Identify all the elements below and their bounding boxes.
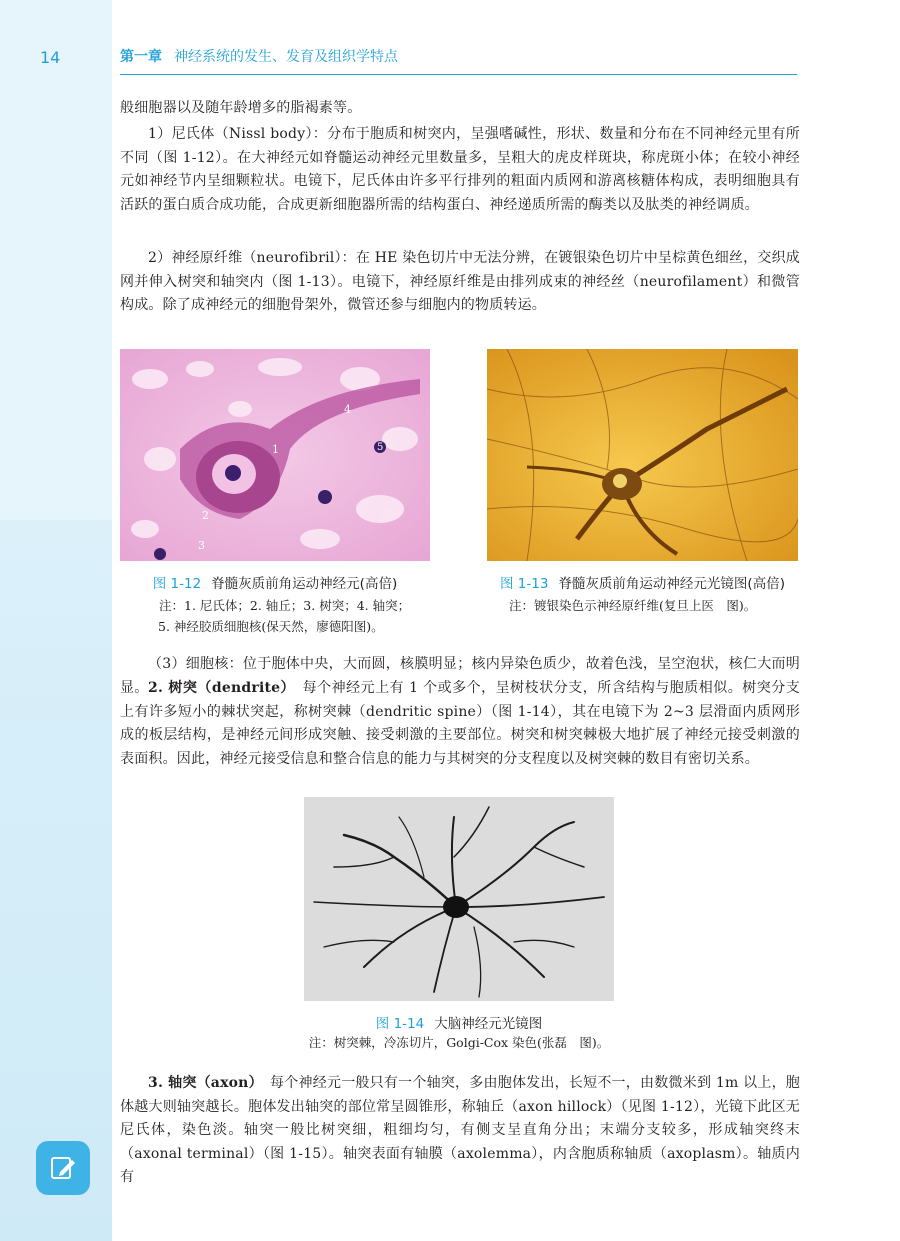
figure-1-13-caption <box>487 572 798 592</box>
axon-heading: 3. 轴突（axon） <box>148 1075 256 1091</box>
figure-1-13-title: 脊髓灰质前角运动神经元光镜图(高倍) <box>558 576 785 592</box>
axon-text: 每个神经元一般只有一个轴突，多由胞体发出，长短不一，由数微米到 1m 以上，胞体越大则轴突越长。胞体发出轴突的部位常呈圆锥形，称轴丘（axon hillock）（见图 1-12），光镜下此区无尼氏体，染色淡。轴突一般比树突细，粗细均匀，有侧支呈直角分出；末端分支较多，形成轴突终末（axonal terminal）（图 1-15）。轴突表面有轴膜（axolemma），内含胞质称轴质（axoplasm）。轴质内有 <box>120 1075 801 1185</box>
sidebar-top-band <box>0 0 112 520</box>
figure-1-14-number: 图 1-14 <box>375 1016 425 1032</box>
chapter-title: 神经系统的发生、发育及组织学特点 <box>174 49 398 65</box>
dendrite-text: 每个神经元上有 1 个或多个，呈树枝状分支，所含结构与胞质相似。树突分支上有许多短小的棘状突起，称树突棘（dendritic spine）（图 1-14），其在电镜下为 2~3 层滑面内质网形成的板层结构，是神经元间形成突触、接受刺激的主要部位。树突和树突棘极大地扩展了神经元接受刺激的表面积。因此，神经元接受信息和整合信息的能力与其树突的分支程度以及树突棘的数目有密切关系。 <box>120 680 800 767</box>
paragraph-continued: 般细胞器以及随年龄增多的脂褐素等。 <box>120 100 362 116</box>
figure-1-12-title: 脊髓灰质前角运动神经元(高倍) <box>211 576 398 592</box>
figure-1-13-number: 图 1-13 <box>500 576 549 592</box>
pencil-edit-icon <box>48 1153 78 1183</box>
figure-1-14-image <box>304 797 614 1001</box>
paragraph-axon <box>120 1072 800 1190</box>
figure-1-14-title: 大脑神经元光镜图 <box>434 1016 543 1032</box>
edit-note-button[interactable] <box>36 1141 90 1195</box>
figure-1-14-note: 注：树突棘，冷冻切片，Golgi-Cox 染色(张磊 图)。 <box>308 1035 610 1050</box>
fig12-label-4: 4 <box>344 403 351 416</box>
golgi-stain-micrograph <box>304 797 614 1001</box>
paragraph-nissl-body: 1）尼氏体（Nissl body）：分布于胞质和树突内，呈强嗜碱性，形状、数量和分布在不同神经元里有所不同（图 1-12）。在大神经元如脊髓运动神经元里数量多，呈粗大的虎皮样斑块，称虎斑小体；在较小神经元如神经节内呈细颗粒状。电镜下，尼氏体由许多平行排列的粗面内质网和游离核糖体构成，表明细胞具有活跃的蛋白质合成功能，合成更新细胞器所需的结构蛋白、神经递质所需的酶类以及肽类的神经调质。 <box>120 126 800 213</box>
dendrite-heading: 2. 树突（dendrite） <box>148 680 289 696</box>
figure-1-12-note-line2: 5. 神经胶质细胞核(保天然，廖德阳图)。 <box>158 619 384 634</box>
left-sidebar <box>0 0 112 1241</box>
running-header <box>120 46 797 75</box>
fig12-label-2: 2 <box>202 509 209 522</box>
fig12-label-3: 3 <box>198 539 205 552</box>
fig12-label-5: 5 <box>377 442 384 453</box>
paragraph-neurofibril: 2）神经原纤维（neurofibril）：在 HE 染色切片中无法分辨，在镀银染色切片中呈棕黄色细丝，交织成网并伸入树突和轴突内（图 1-13）。电镜下，神经原纤维是由排列成束的神经丝（neurofilament）和微管构成。除了成神经元的细胞骨架外，微管还参与细胞内的物质转运。 <box>120 250 800 313</box>
fig12-label-1: 1 <box>272 443 279 456</box>
paragraph-nucleus: （3）细胞核：位于胞体中央，大而圆，核膜明显；核内异染色质少，故着色浅，呈空泡状，核仁大而明显。 <box>120 656 800 696</box>
figure-1-12-number: 图 1-12 <box>152 576 202 592</box>
figure-1-12-image <box>120 349 430 561</box>
chapter-label: 第一章 <box>120 49 162 65</box>
silver-stain-micrograph <box>487 349 798 561</box>
figure-1-12-caption <box>120 572 430 592</box>
figure-1-13-note: 注：镀银染色示神经原纤维(复旦上医 图)。 <box>509 598 757 613</box>
page-number: 14 <box>40 48 61 67</box>
figure-1-14-caption <box>304 1012 614 1032</box>
figure-1-13-image <box>487 349 798 561</box>
paragraph-dendrite <box>120 677 800 771</box>
he-stain-micrograph <box>120 349 430 561</box>
figure-1-12-note-line1: 注：1. 尼氏体；2. 轴丘；3. 树突；4. 轴突； <box>159 598 411 613</box>
